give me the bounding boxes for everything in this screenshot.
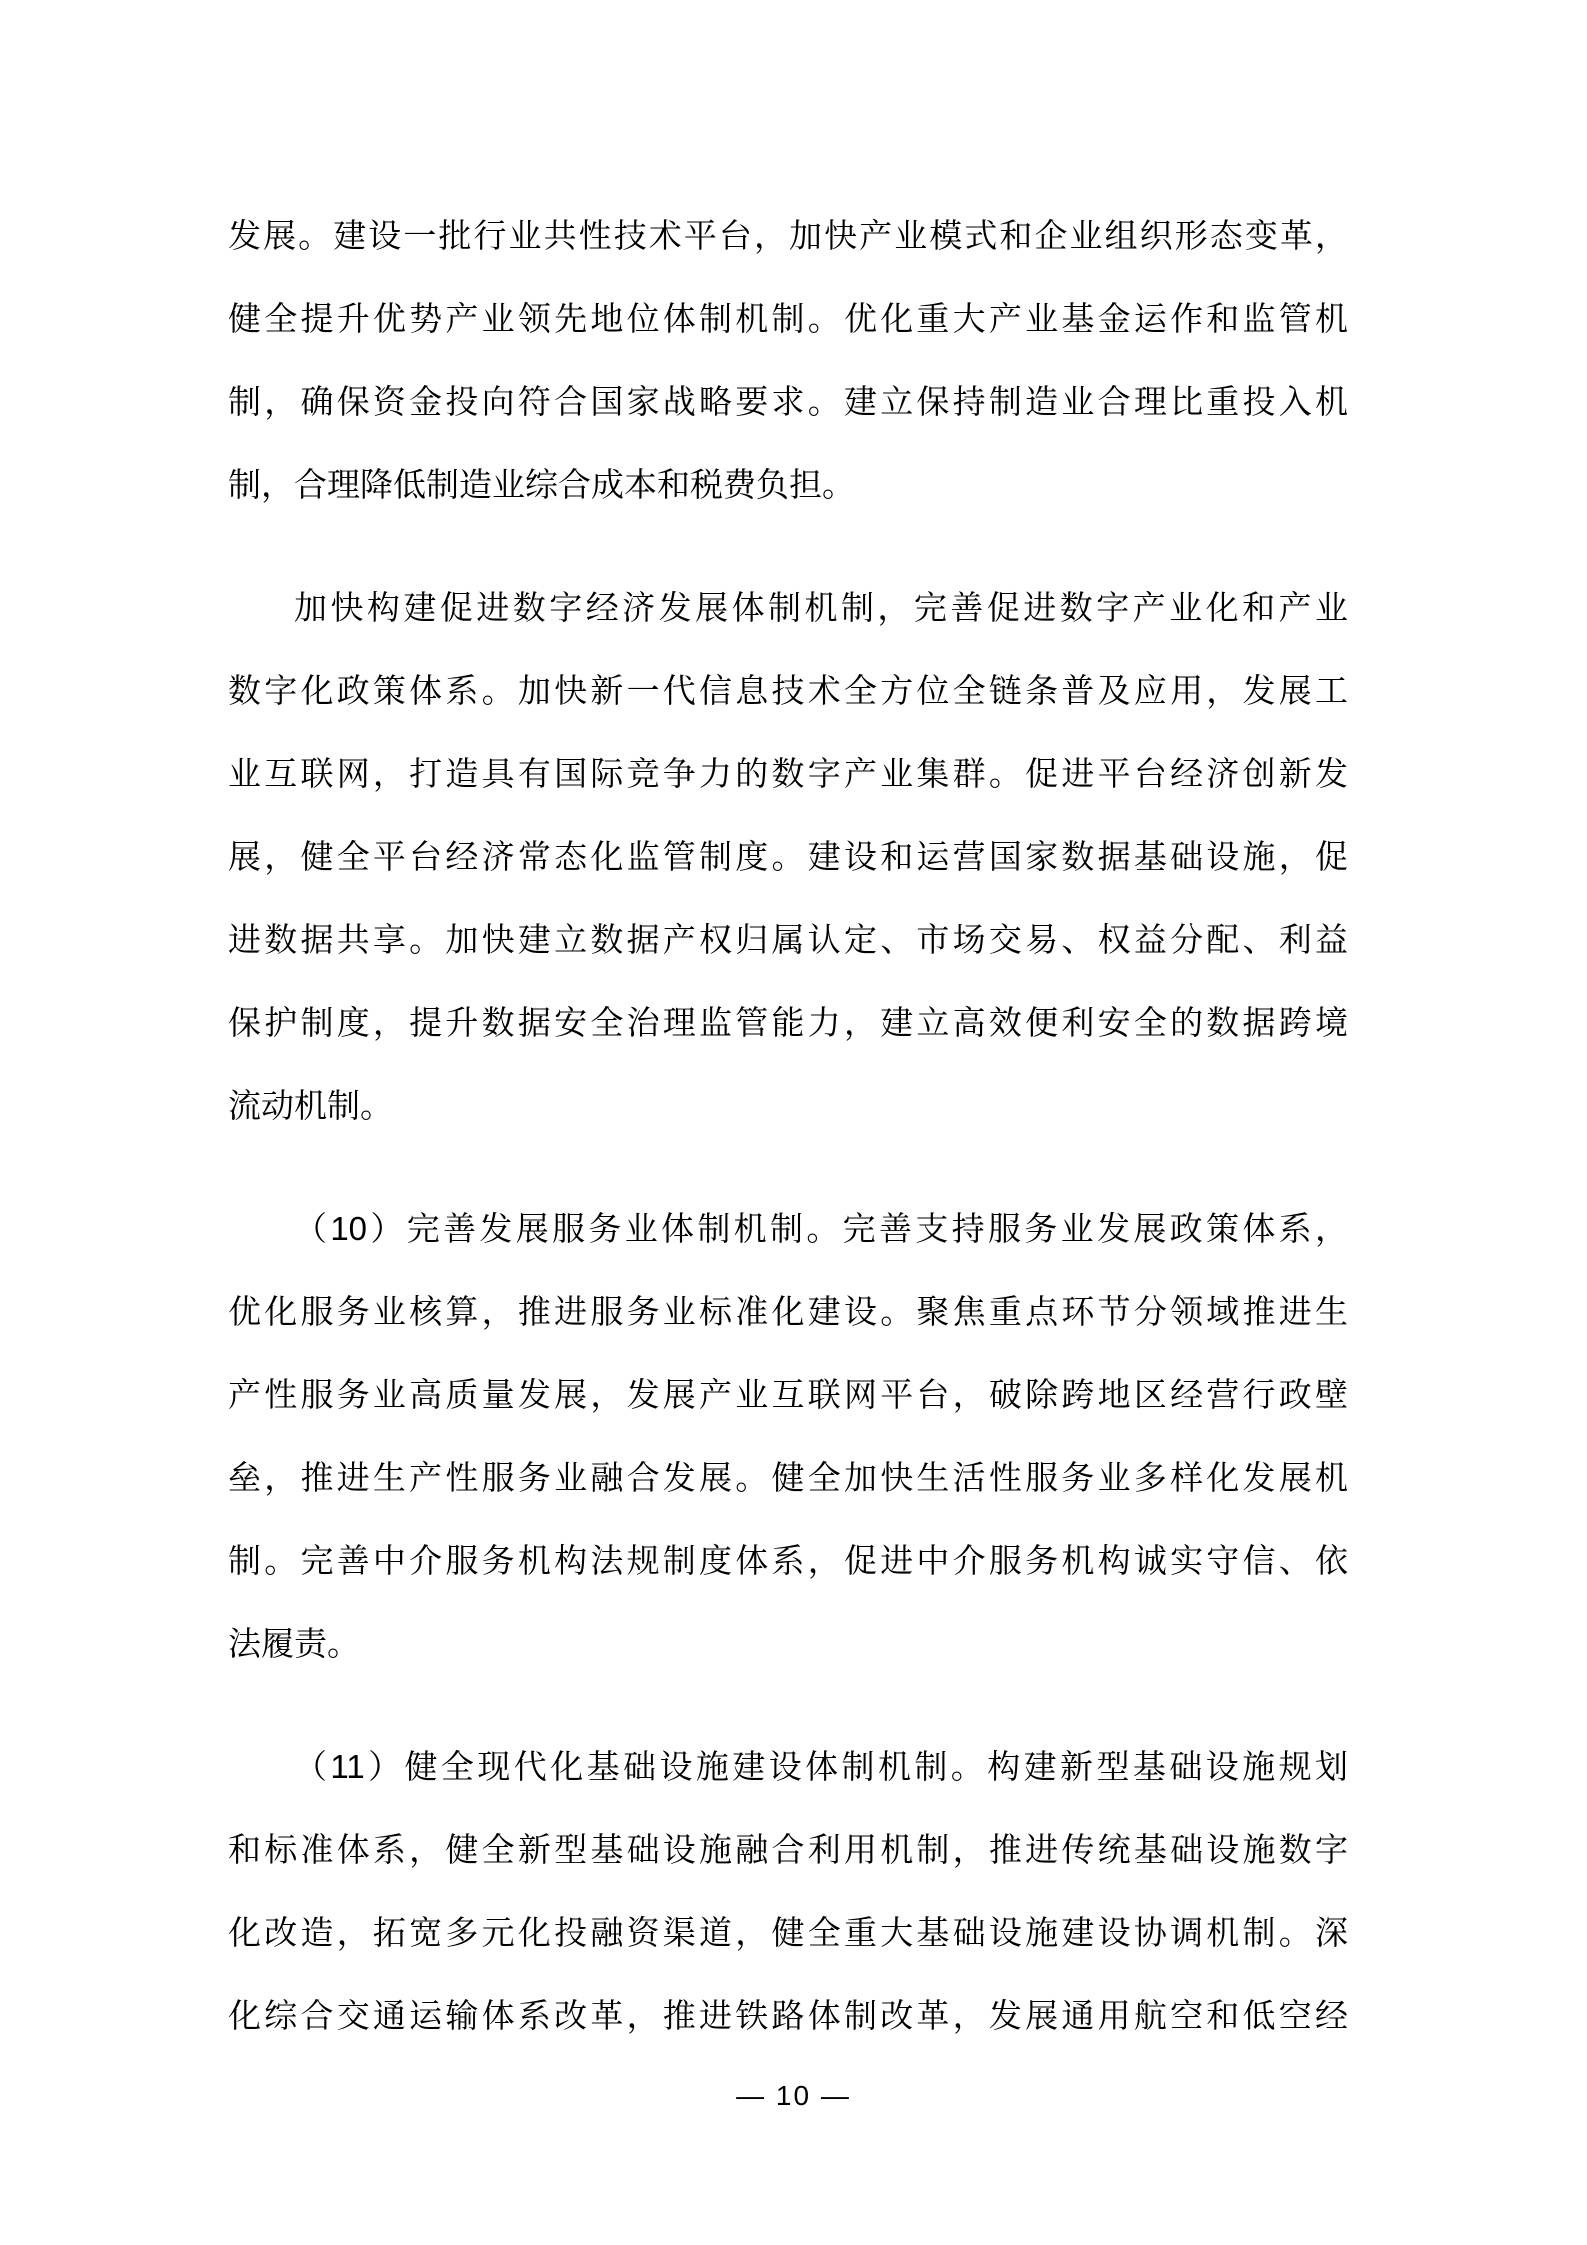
- text-line: 流动机制。: [228, 1087, 393, 1124]
- text-line: 产性服务业高质量发展，发展产业互联网平台，破除跨地区经营行政壁: [228, 1376, 1348, 1413]
- text-line: （11）健全现代化基础设施建设体制机制。构建新型基础设施规划: [294, 1748, 1348, 1785]
- document-body: [228, 194, 1348, 2097]
- text-line: 展，健全平台经济常态化监管制度。建设和运营国家数据基础设施，促: [228, 838, 1348, 875]
- page-number: — 10 —: [736, 2080, 851, 2111]
- text-line: 制。完善中介服务机构法规制度体系，促进中介服务机构诚实守信、依: [228, 1542, 1348, 1579]
- text-line: 优化服务业核算，推进服务业标准化建设。聚焦重点环节分领域推进生: [228, 1293, 1348, 1330]
- text-line: 垒，推进生产性服务业融合发展。健全加快生活性服务业多样化发展机: [228, 1459, 1348, 1496]
- text-line: 加快构建促进数字经济发展体制机制，完善促进数字产业化和产业: [294, 589, 1348, 626]
- text-line: 业互联网，打造具有国际竞争力的数字产业集群。促进平台经济创新发: [228, 755, 1348, 792]
- text-line: （10）完善发展服务业体制机制。完善支持服务业发展政策体系，: [294, 1210, 1348, 1247]
- text-line: 制，合理降低制造业综合成本和税费负担。: [228, 466, 855, 503]
- text-line: 和标准体系，健全新型基础设施融合利用机制，推进传统基础设施数字: [228, 1831, 1348, 1868]
- text-line: 进数据共享。加快建立数据产权归属认定、市场交易、权益分配、利益: [228, 921, 1348, 958]
- paragraph: [228, 566, 1348, 1147]
- text-line: 数字化政策体系。加快新一代信息技术全方位全链条普及应用，发展工: [228, 672, 1348, 709]
- text-line: 制，确保资金投向符合国家战略要求。建立保持制造业合理比重投入机: [228, 383, 1348, 420]
- text-line: 发展。建设一批行业共性技术平台，加快产业模式和企业组织形态变革，: [228, 217, 1348, 254]
- text-line: 化综合交通运输体系改革，推进铁路体制改革，发展通用航空和低空经: [228, 1997, 1348, 2034]
- text-line: 保护制度，提升数据安全治理监管能力，建立高效便利安全的数据跨境: [228, 1004, 1348, 1041]
- paragraph: [228, 194, 1348, 526]
- paragraph: [228, 1187, 1348, 1685]
- text-line: 化改造，拓宽多元化投融资渠道，健全重大基础设施建设协调机制。深: [228, 1914, 1348, 1951]
- paragraph: [228, 1725, 1348, 2057]
- text-line: 法履责。: [228, 1625, 360, 1662]
- text-line: 健全提升优势产业领先地位体制机制。优化重大产业基金运作和监管机: [228, 300, 1348, 337]
